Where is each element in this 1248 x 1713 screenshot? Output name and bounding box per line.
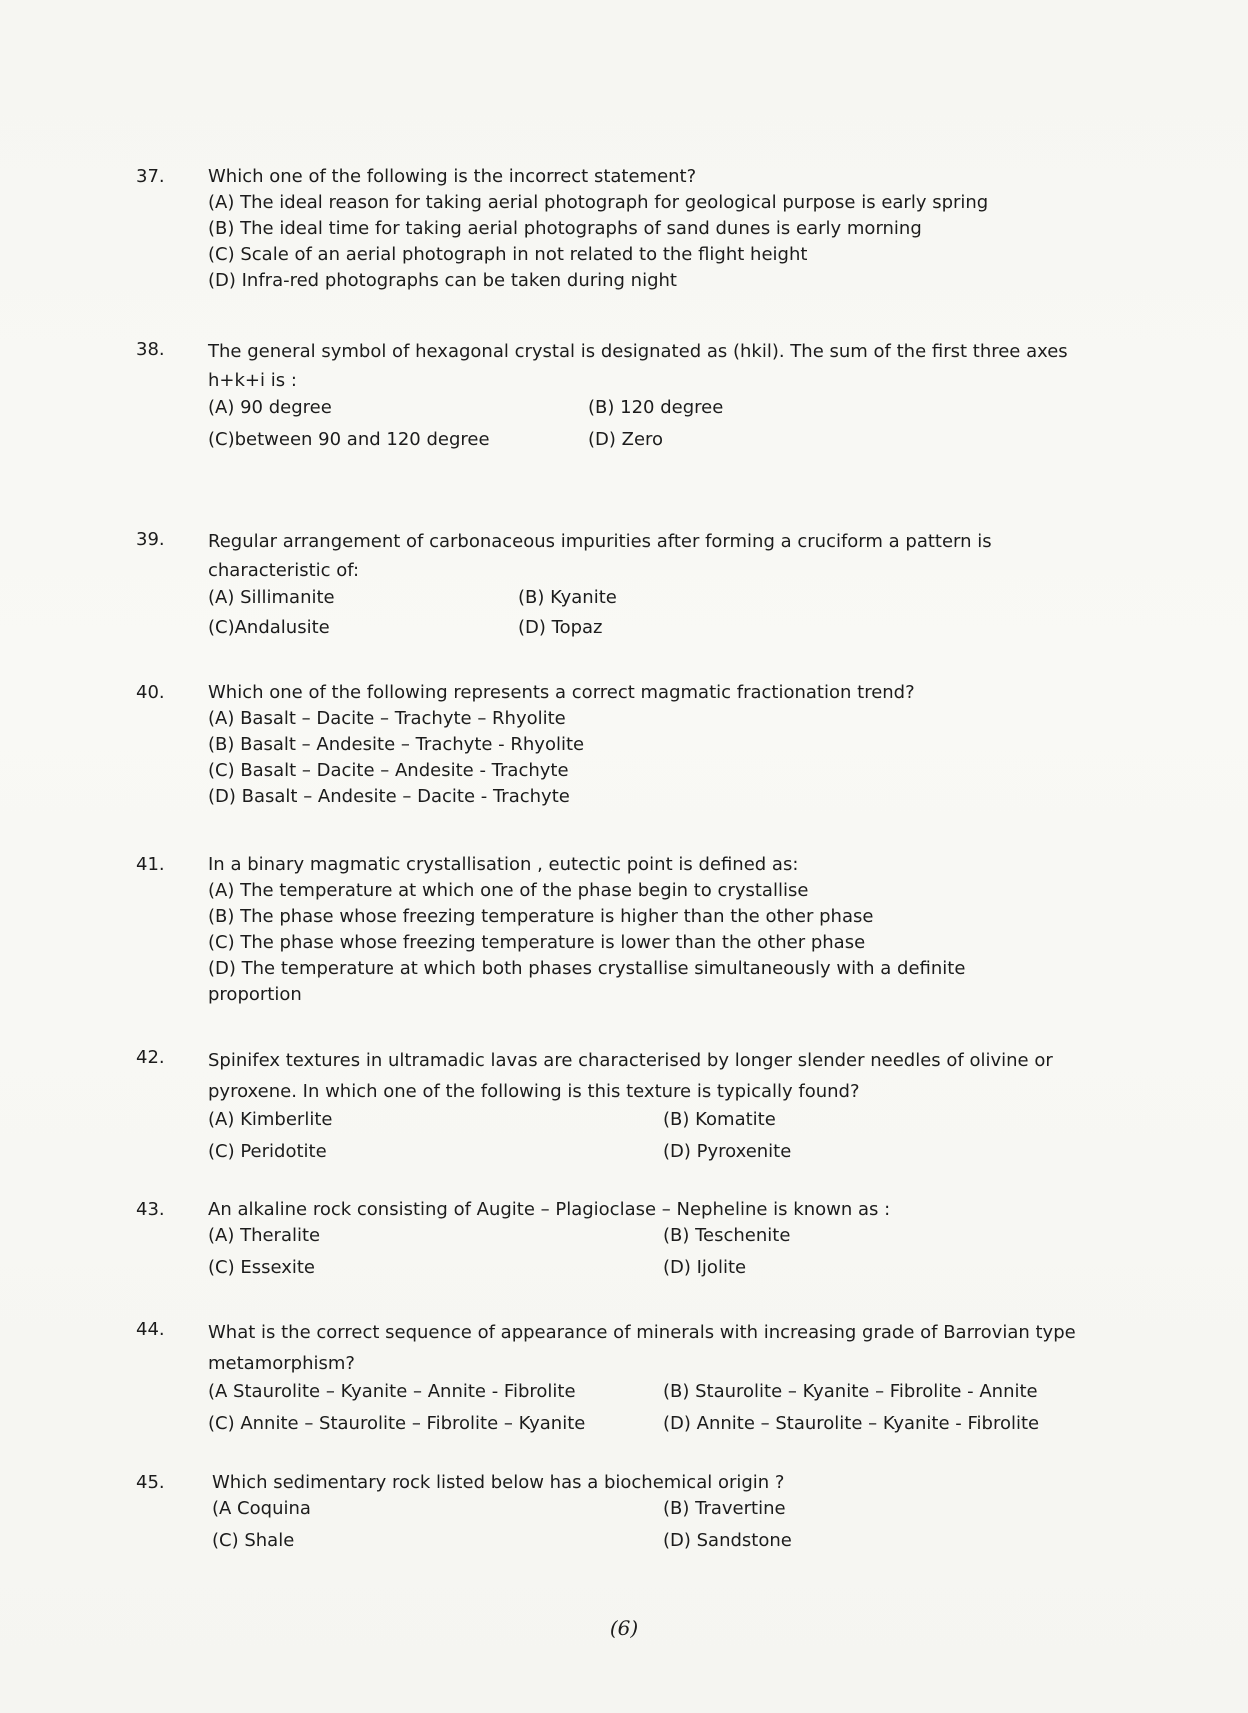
question-text: Spinifex textures in ultramadic lavas are characterised by longer slender needles of olivine or pyroxene. In which one of the following is this texture is typically found? <box>208 1050 1053 1102</box>
option-a: (A Coquina <box>212 1498 311 1519</box>
question-text: Which sedimentary rock listed below has a biochemical origin ? <box>212 1472 785 1493</box>
question-41 <box>136 852 1136 1008</box>
page-number: (6) <box>609 1616 639 1640</box>
options-grid <box>212 1496 1136 1554</box>
question-40 <box>136 680 1136 810</box>
question-number: 40. <box>136 682 165 703</box>
question-number: 42. <box>136 1047 165 1068</box>
question-text: In a binary magmatic crystallisation , eutectic point is defined as: <box>208 854 799 875</box>
question-text: Regular arrangement of carbonaceous impurities after forming a cruciform a pattern is characteristic of: <box>208 531 992 581</box>
option-a: (A) Sillimanite <box>208 587 335 608</box>
question-number: 43. <box>136 1199 165 1220</box>
question-number: 39. <box>136 529 165 550</box>
option-c: (C)between 90 and 120 degree <box>208 429 490 450</box>
options-grid <box>208 1223 1136 1281</box>
option-d: (D) Annite – Staurolite – Kyanite - Fibrolite <box>663 1413 1040 1434</box>
question-number: 38. <box>136 339 165 360</box>
question-text: The general symbol of hexagonal crystal is designated as (hkil). The sum of the first three axes h+k+i is : <box>208 341 1068 391</box>
option-a: (A) Basalt – Dacite – Trachyte – Rhyolite <box>208 708 566 729</box>
options-grid <box>208 585 1136 641</box>
question-44 <box>136 1317 1136 1437</box>
option-b: (B) 120 degree <box>588 397 724 418</box>
option-b: (B) Komatite <box>663 1109 776 1130</box>
options-grid <box>208 1107 1136 1165</box>
option-c: (C) Shale <box>212 1530 295 1551</box>
question-43 <box>136 1197 1136 1281</box>
option-c: (C) The phase whose freezing temperature is lower than the other phase <box>208 932 866 953</box>
option-c: (C)Andalusite <box>208 617 330 638</box>
option-c: (C) Basalt – Dacite – Andesite - Trachyte <box>208 760 569 781</box>
options-grid <box>208 1379 1136 1437</box>
option-c: (C) Peridotite <box>208 1141 327 1162</box>
question-number: 44. <box>136 1319 165 1340</box>
option-d: (D) Infra-red photographs can be taken during night <box>208 270 677 291</box>
option-a: (A) The ideal reason for taking aerial photograph for geological purpose is early spring <box>208 192 989 213</box>
question-38 <box>136 337 1136 453</box>
option-b: (B) Kyanite <box>518 587 617 608</box>
option-b: (B) The ideal time for taking aerial photographs of sand dunes is early morning <box>208 218 922 239</box>
option-d: (D) Zero <box>588 429 664 450</box>
question-number: 41. <box>136 854 165 875</box>
options-grid <box>208 395 1136 453</box>
option-a: (A) 90 degree <box>208 397 332 418</box>
option-d: (D) Topaz <box>518 617 603 638</box>
option-b: (B) Travertine <box>663 1498 786 1519</box>
option-a: (A) Theralite <box>208 1225 321 1246</box>
option-d: (D) The temperature at which both phases crystallise simultaneously with a definite proportion <box>208 958 966 1005</box>
option-a: (A Staurolite – Kyanite – Annite - Fibrolite <box>208 1381 576 1402</box>
question-39 <box>136 527 1136 641</box>
option-d: (D) Pyroxenite <box>663 1141 792 1162</box>
option-a: (A) Kimberlite <box>208 1109 333 1130</box>
option-d: (D) Basalt – Andesite – Dacite - Trachyte <box>208 786 570 807</box>
option-c: (C) Essexite <box>208 1257 316 1278</box>
option-b: (B) Basalt – Andesite – Trachyte - Rhyolite <box>208 734 585 755</box>
option-d: (D) Sandstone <box>663 1530 792 1551</box>
question-text: An alkaline rock consisting of Augite – Plagioclase – Nepheline is known as : <box>208 1199 891 1220</box>
question-text: What is the correct sequence of appearance of minerals with increasing grade of Barrovian type metamorphism? <box>208 1322 1076 1374</box>
question-text: Which one of the following is the incorrect statement? <box>208 166 697 187</box>
option-a: (A) The temperature at which one of the phase begin to crystallise <box>208 880 809 901</box>
question-text: Which one of the following represents a correct magmatic fractionation trend? <box>208 682 915 703</box>
option-b: (B) The phase whose freezing temperature is higher than the other phase <box>208 906 874 927</box>
option-d: (D) Ijolite <box>663 1257 747 1278</box>
option-b: (B) Teschenite <box>663 1225 791 1246</box>
option-b: (B) Staurolite – Kyanite – Fibrolite - Annite <box>663 1381 1038 1402</box>
option-c: (C) Scale of an aerial photograph in not related to the flight height <box>208 244 808 265</box>
question-number: 37. <box>136 166 165 187</box>
question-number: 45. <box>136 1472 165 1493</box>
question-37 <box>136 164 1136 294</box>
option-c: (C) Annite – Staurolite – Fibrolite – Kyanite <box>208 1413 586 1434</box>
question-45 <box>136 1470 1136 1554</box>
question-42 <box>136 1045 1136 1165</box>
